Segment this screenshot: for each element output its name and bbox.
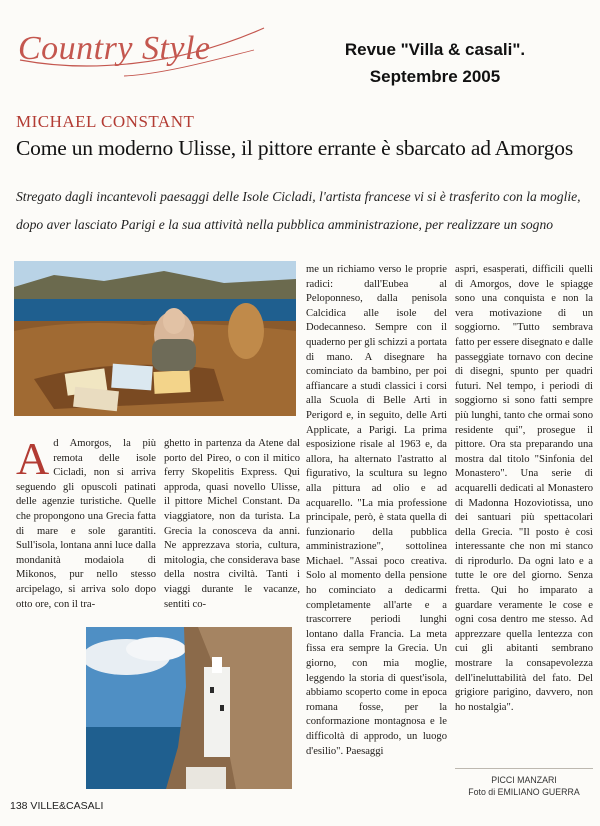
article-subject: MICHAEL CONSTANT	[16, 112, 195, 131]
revue-title: Revue "Villa & casali".	[344, 40, 526, 59]
text-column-2: ghetto in partenza da Atene dal porto del Pireo, o con il mitico ferry Skopelitis Express. Qui approda, quasi novello Ulisse, il pittore Michel Constant. Da viaggiatore, non da turista. La Grecia la conosceva da anni. Ne apprezzava storia, cultura, mitologia, che considerava base della nostra civiltà. Tanti i viaggi durante le vacanze, sentiti co-	[164, 438, 300, 610]
article-headline: Come un moderno Ulisse, il pittore errante è sbarcato ad Amorgos	[16, 136, 574, 160]
text-column-1	[16, 433, 156, 612]
painter-terrace-photo	[14, 261, 296, 416]
text-column-4: aspri, esasperati, difficili quelli di Amorgos, dove le spiagge sono una conquista e non la vera motivazione di un soggiorno. "Tutto sembrava fatto per essere disegnato e dalle passeggiate tornavo con decine di disegni, spunto per quadri futuri. Nel tempo, i periodi di soggiorno si sono fatti sempre più lunghi, tanto che ormai sono residente qui", prosegue il pittore. Ora sta preparando una mostra dal titolo "Sinfonia del Monastero". Una serie di acquarelli dedicati al Monastero di Madonna Hozoviotissa, uno dei santuari più spettacolari della Grecia. "Il posto è così interessante che non mi stanco di riprodurlo. Da ogni lato e a tutte le ore del giorno. Senza fretta. Qui ho imparato a guardare veramente le cose e ogni cosa dentro me stesso. Ad apprezzare quella lentezza con cui gli abitanti sembrano mostrare la consapevolezza dell'ineluttabilità del fato. Del grigiore parigino, davvero, non ho nostalgia".	[455, 264, 593, 713]
revue-date: Septembre 2005	[369, 67, 501, 86]
page-folio: 138 VILLE&CASALI	[10, 800, 104, 812]
text-column-3: me un richiamo verso le proprie radici: dall'Eubea al Peloponneso, dalla penisola Calcidica alle isole del Dodecanneso. Sempre con il quaderno per gli schizzi a portata di mano. A disegnare ha cominciato da bambino, per poi affiancare a studi classici i corsi alla Scuola di Belle Arti in Perigord e, in seguito, delle Arti Applicate, a Parigi. La prima esposizione risale al 1963 e, da allora, ha alternato l'astratto al figurativo, la scultura su legno alla pittura ad olio e ad acquarello. "La mia professione principale, però, è stata quella di funzionario della pubblica amministrazione", sottolinea Michael. "Assai poco creativa. Solo al momento della pensione ho cominciato a dedicarmi completamente all'arte e a trascorrere periodi lunghi lontano dalla Francia. La meta fissa era sempre la Grecia. Un giorno, con mia moglie, leggendo la storia di quest'isola, abbiamo scoperto come in epoca romana fosse, per la conformazione montagnosa e le difficoltà di approdo, un luogo d'esilio". Paesaggi	[306, 264, 447, 757]
signature-rule	[455, 768, 593, 769]
source-note	[290, 36, 580, 90]
photo-credit: Foto di EMILIANO GUERRA	[468, 787, 580, 797]
column-1-text: d Amorgos, la più remota delle isole Cicladi, non si arriva seguendo gli opuscoli patinati delle agenzie turistiche. Quelle che propongono una Grecia fatta di mare e sole garantiti. Sull'isola, lontana anni luce dalla mondanità modaiola di Mikonos, pur nello stesso arcipelago, si arriva solo dopo otto ore, con il tra-	[16, 438, 156, 610]
article-intro: Stregato dagli incantevoli paesaggi delle Isole Cicladi, l'artista francese vi si è trasferito con la moglie, dopo aver lasciato Parigi e la sua attività nella pubblica amministrazione, per realizzare un sogno	[16, 189, 581, 232]
drop-cap: A	[16, 433, 50, 484]
credits	[455, 774, 593, 798]
author-credit: PICCI MANZARI	[491, 775, 557, 785]
country-style-logo	[14, 20, 274, 80]
rubric-title: Country Style	[18, 30, 211, 67]
monastery-photo	[86, 627, 292, 789]
